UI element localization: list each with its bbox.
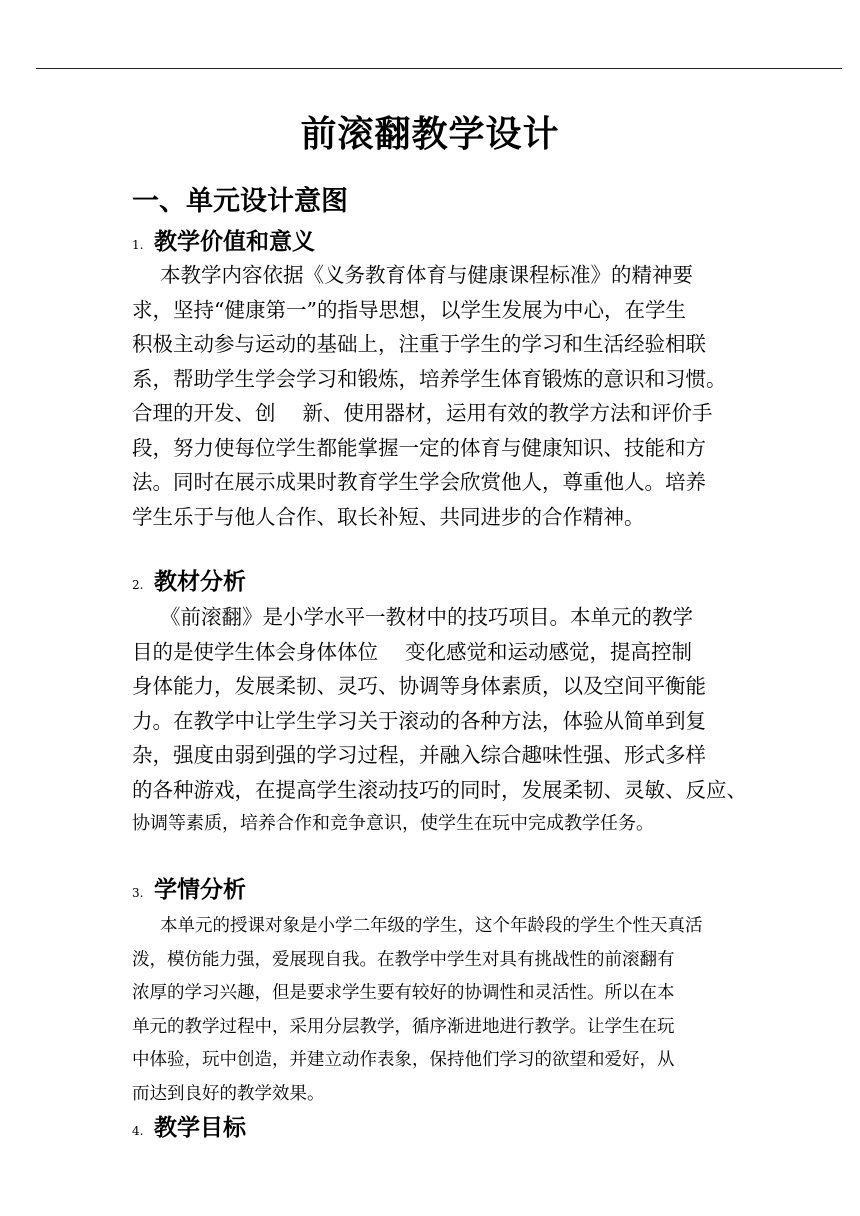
header-rule — [36, 68, 842, 69]
subheading-number: 2. — [132, 578, 144, 592]
subheading-teaching-goals — [132, 1112, 246, 1147]
paragraph-line: 目的是使学生体会身体体位 变化感觉和运动感觉，提高控制 — [132, 639, 693, 664]
section-heading-unit-design: 一、单元设计意图 — [132, 186, 348, 217]
paragraph-line: 求，坚持“健康第一”的指导思想，以学生发展为中心，在学生 — [132, 297, 686, 322]
paragraph-line: 积极主动参与运动的基础上，注重于学生的学习和生活经验相联 — [132, 332, 706, 356]
paragraph-line: 而达到良好的教学效果。 — [132, 1083, 325, 1104]
paragraph-line: 段，努力使每位学生都能掌握一定的体育与健康知识、技能和方 — [132, 435, 706, 460]
paragraph-line: 学生乐于与他人合作、取长补短、共同进步的合作精神。 — [132, 504, 645, 529]
subheading-number: 3. — [132, 886, 144, 900]
paragraph-line: 的各种游戏，在提高学生滚动技巧的同时，发展柔韧、灵敏、反应、 — [132, 777, 747, 802]
subheading-text: 教学目标 — [154, 1114, 246, 1141]
subheading-teaching-value — [132, 226, 315, 261]
paragraph-line: 协调等素质，培养合作和竞争意识，使学生在玩中完成教学任务。 — [132, 813, 654, 834]
paragraph-line: 力。在教学中让学生学习关于滚动的各种方法，体验从简单到复 — [132, 708, 706, 733]
paragraph-student-analysis — [132, 910, 742, 1111]
paragraph-line: 浓厚的学习兴趣，但是要求学生要有较好的协调性和灵活性。所以在本 — [132, 983, 675, 1003]
subheading-text: 学情分析 — [154, 876, 246, 903]
document-title: 前滚翻教学设计 — [300, 113, 560, 155]
paragraph-line: 本教学内容依据《义务教育体育与健康课程标准》的精神要 — [160, 263, 693, 287]
paragraph-material-analysis — [132, 600, 747, 842]
paragraph-line: 泼，模仿能力强，爱展现自我。在教学中学生对具有挑战性的前滚翻有 — [132, 949, 675, 970]
paragraph-line: 系，帮助学生学会学习和锻炼，培养学生体育锻炼的意识和习惯。 — [132, 366, 727, 391]
subheading-student-analysis — [132, 874, 246, 909]
subheading-text: 教材分析 — [154, 568, 246, 595]
paragraph-line: 单元的教学过程中，采用分层教学，循序渐进地进行教学。让学生在玩 — [132, 1016, 675, 1037]
subheading-material-analysis — [132, 566, 246, 601]
paragraph-line: 杂，强度由弱到强的学习过程，并融入综合趣味性强、形式多样 — [132, 743, 706, 767]
paragraph-line: 法。同时在展示成果时教育学生学会欣赏他人，尊重他人。培养 — [132, 470, 706, 494]
paragraph-line: 合理的开发、创 新、使用器材，运用有效的教学方法和评价手 — [132, 401, 713, 425]
subheading-text: 教学价值和意义 — [154, 228, 315, 255]
paragraph-line: 中体验，玩中创造，并建立动作表象，保持他们学习的欲望和爱好，从 — [132, 1050, 675, 1070]
paragraph-line: 《前滚翻》是小学水平一教材中的技巧项目。本单元的教学 — [160, 605, 693, 629]
subheading-number: 1. — [132, 238, 144, 252]
paragraph-teaching-value — [132, 258, 742, 534]
subheading-number: 4. — [132, 1124, 144, 1138]
paragraph-line: 本单元的授课对象是小学二年级的学生，这个年龄段的学生个性天真活 — [160, 916, 703, 936]
paragraph-line: 身体能力，发展柔韧、灵巧、协调等身体素质，以及空间平衡能 — [132, 674, 706, 698]
